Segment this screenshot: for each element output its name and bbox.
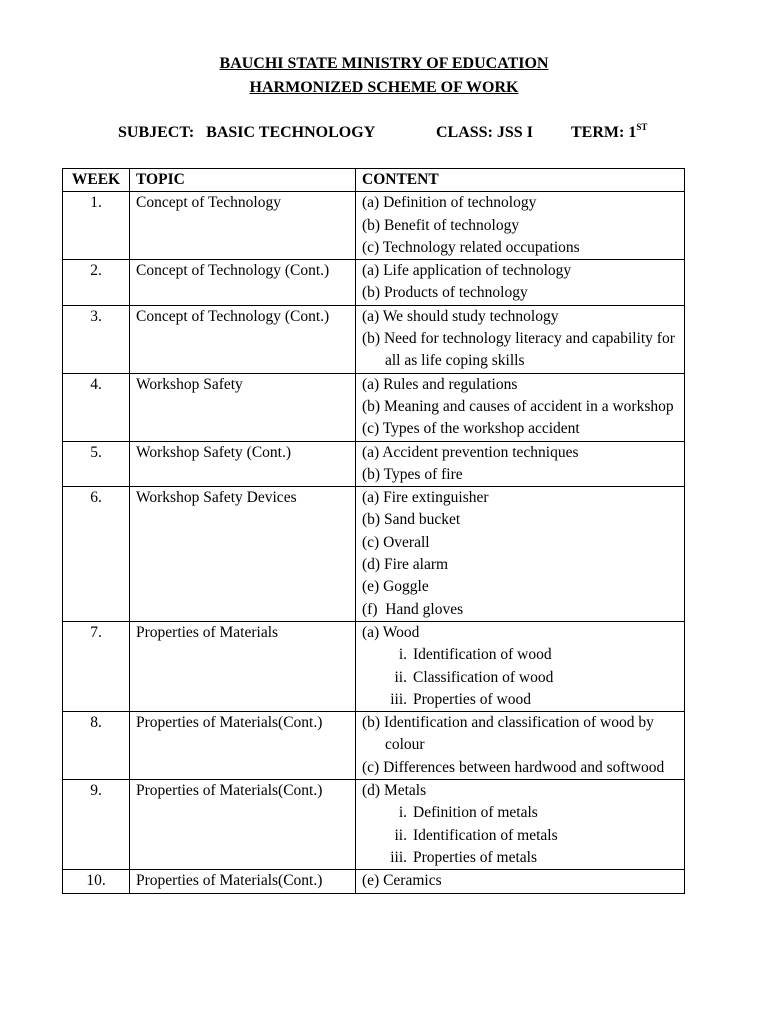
subitem-numeral: i.	[398, 804, 407, 822]
content-item: (b) Types of fire	[362, 465, 463, 483]
subitem-numeral: i.	[398, 646, 407, 664]
subitem-text: Classification of wood	[413, 668, 554, 686]
content-cell	[356, 621, 685, 711]
table-row	[63, 373, 685, 441]
subitem-numeral: iii.	[390, 848, 407, 866]
class-label: CLASS: JSS I	[436, 124, 533, 141]
column-header-week: WEEK	[63, 169, 130, 192]
week-cell: 2.	[63, 260, 130, 306]
content-item: (a) We should study technology	[362, 307, 559, 325]
table-row	[63, 192, 685, 260]
table-row	[63, 621, 685, 711]
content-cell	[356, 870, 685, 893]
content-item: (d) Fire alarm	[362, 556, 449, 574]
content-item: (b) Need for technology literacy and capability for all as life coping skills	[362, 330, 679, 370]
term-text: TERM: 1	[571, 124, 637, 141]
week-cell: 8.	[63, 712, 130, 780]
topic-cell: Workshop Safety	[130, 373, 356, 441]
content-cell	[356, 373, 685, 441]
content-item: (b) Benefit of technology	[362, 216, 520, 234]
table-body	[63, 192, 685, 893]
topic-cell: Properties of Materials	[130, 621, 356, 711]
topic-cell: Properties of Materials(Cont.)	[130, 780, 356, 870]
term-label	[571, 124, 647, 142]
content-item: (b) Identification and classification of wood by colour	[362, 714, 658, 754]
content-item: (a) Definition of technology	[362, 194, 537, 212]
content-item: (b) Sand bucket	[362, 511, 461, 529]
content-item: (f) Hand gloves	[362, 600, 464, 618]
term-superscript: ST	[636, 122, 648, 132]
subitem-numeral: ii.	[394, 826, 407, 844]
subject-label: SUBJECT: BASIC TECHNOLOGY	[118, 124, 376, 141]
document-title: BAUCHI STATE MINISTRY OF EDUCATION	[219, 55, 549, 72]
subitem-numeral: ii.	[394, 668, 407, 686]
topic-cell: Workshop Safety (Cont.)	[130, 441, 356, 487]
subitem-text: Identification of wood	[413, 646, 552, 664]
content-cell	[356, 305, 685, 373]
table-row	[63, 870, 685, 893]
topic-cell: Concept of Technology (Cont.)	[130, 305, 356, 373]
content-item: (c) Differences between hardwood and softwood	[362, 758, 665, 776]
topic-cell: Concept of Technology	[130, 192, 356, 260]
content-item: (d) Metals	[362, 782, 427, 800]
content-item: (c) Technology related occupations	[362, 238, 580, 256]
content-subitem	[362, 689, 678, 711]
topic-cell: Workshop Safety Devices	[130, 487, 356, 622]
column-header-topic: TOPIC	[130, 169, 356, 192]
content-item: (a) Life application of technology	[362, 262, 572, 280]
table-row	[63, 712, 685, 780]
week-cell: 9.	[63, 780, 130, 870]
content-cell	[356, 192, 685, 260]
content-item: (e) Ceramics	[362, 872, 442, 890]
topic-cell: Concept of Technology (Cont.)	[130, 260, 356, 306]
content-subitem	[362, 667, 678, 689]
content-cell	[356, 487, 685, 622]
week-cell: 1.	[63, 192, 130, 260]
table-row	[63, 260, 685, 306]
content-item: (e) Goggle	[362, 578, 429, 596]
content-item: (b) Meaning and causes of accident in a workshop	[362, 397, 674, 415]
week-cell: 7.	[63, 621, 130, 711]
content-cell	[356, 441, 685, 487]
week-cell: 6.	[63, 487, 130, 622]
table-header-row	[63, 169, 685, 192]
content-item: (c) Overall	[362, 533, 430, 551]
content-subitem	[362, 802, 678, 824]
subitem-text: Definition of metals	[413, 804, 538, 822]
week-cell: 5.	[63, 441, 130, 487]
table-row	[63, 780, 685, 870]
table-row	[63, 487, 685, 622]
content-item: (a) Rules and regulations	[362, 375, 518, 393]
content-item: (a) Fire extinguisher	[362, 489, 489, 507]
content-item: (a) Accident prevention techniques	[362, 443, 579, 461]
table-row	[63, 441, 685, 487]
week-cell: 4.	[63, 373, 130, 441]
content-cell	[356, 260, 685, 306]
content-subitem	[362, 644, 678, 666]
table-row	[63, 305, 685, 373]
content-item: (c) Types of the workshop accident	[362, 420, 580, 438]
content-subitem	[362, 825, 678, 847]
content-item: (b) Products of technology	[362, 284, 528, 302]
topic-cell: Properties of Materials(Cont.)	[130, 870, 356, 893]
content-item: (a) Wood	[362, 623, 420, 641]
subitem-text: Properties of wood	[413, 690, 531, 708]
subitem-text: Properties of metals	[413, 848, 537, 866]
topic-cell: Properties of Materials(Cont.)	[130, 712, 356, 780]
column-header-content: CONTENT	[356, 169, 685, 192]
content-subitem	[362, 847, 678, 869]
week-cell: 10.	[63, 870, 130, 893]
subitem-text: Identification of metals	[413, 826, 558, 844]
content-cell	[356, 712, 685, 780]
document-subtitle: HARMONIZED SCHEME OF WORK	[249, 79, 519, 96]
week-cell: 3.	[63, 305, 130, 373]
content-cell	[356, 780, 685, 870]
subitem-numeral: iii.	[390, 690, 407, 708]
scheme-of-work-table	[62, 168, 685, 894]
